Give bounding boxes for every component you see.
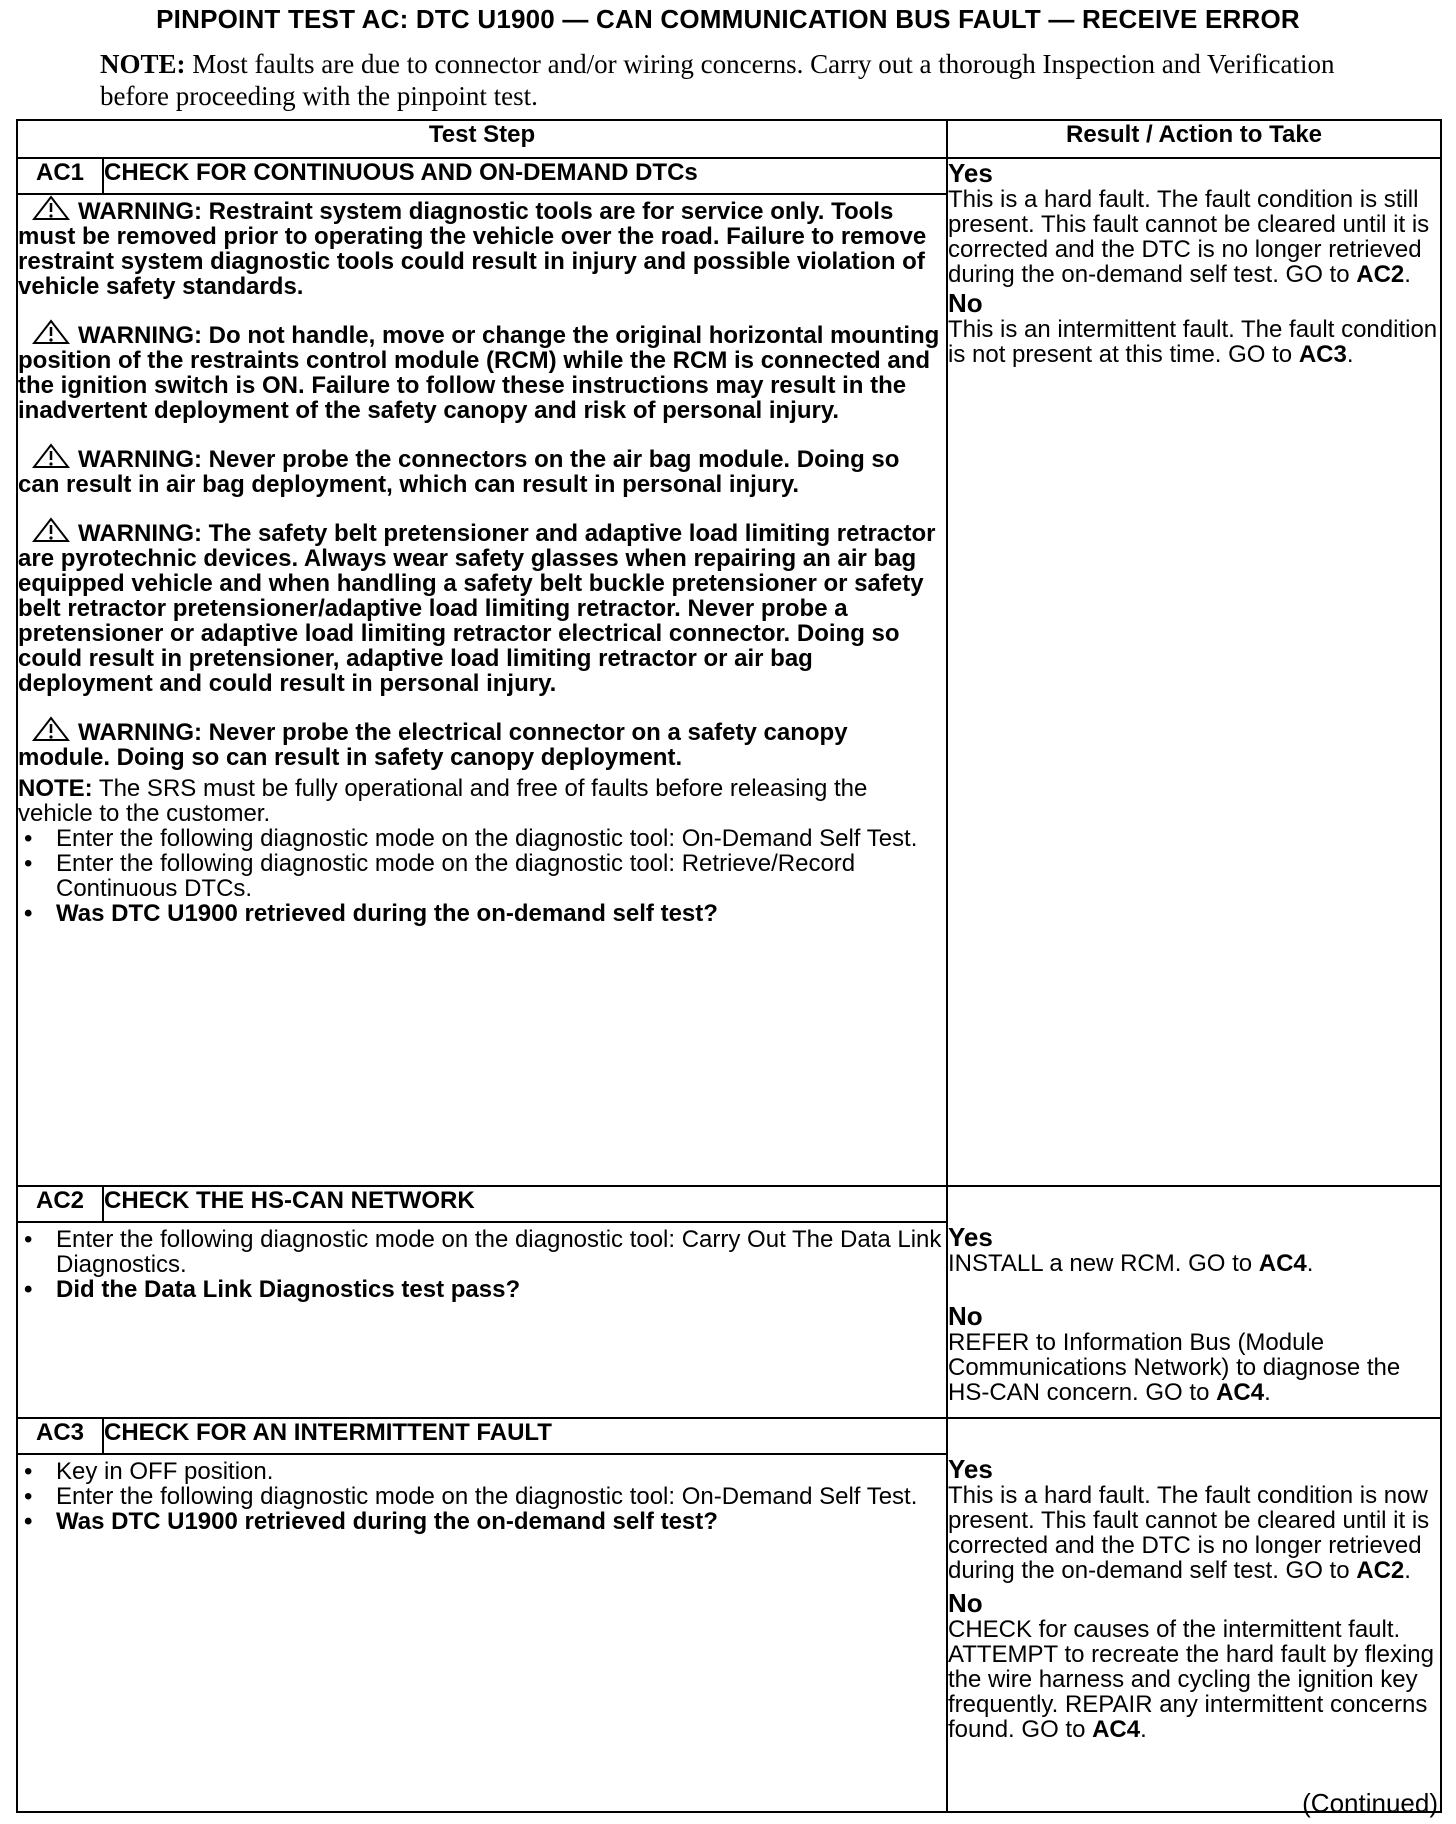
result-ac1-yes-label: Yes bbox=[948, 158, 993, 188]
step-bullet: • Enter the following diagnostic mode on the diagnostic tool: On-Demand Self Test. bbox=[24, 1483, 918, 1510]
step-row-ac2 bbox=[17, 1186, 1441, 1222]
goto-link[interactable]: AC2 bbox=[1356, 261, 1405, 288]
header-test-step: Test Step bbox=[17, 120, 947, 158]
step-title-ac2: CHECK THE HS-CAN NETWORK bbox=[103, 1186, 947, 1222]
result-ac2-no-text: REFER to Information Bus (Module Communications Network) to diagnose the HS-CAN concern. GO to AC4. bbox=[948, 1329, 1401, 1406]
goto-link[interactable]: AC4 bbox=[1216, 1379, 1265, 1406]
goto-link[interactable]: AC2 bbox=[1356, 1557, 1405, 1584]
step-title-ac1: CHECK FOR CONTINUOUS AND ON-DEMAND DTCs bbox=[103, 158, 947, 194]
result-ac1 bbox=[947, 158, 1441, 1186]
step-question: • Was DTC U1900 retrieved during the on-demand self test? bbox=[24, 1508, 718, 1535]
result-ac2-no-label: No bbox=[948, 1301, 983, 1331]
page-title: PINPOINT TEST AC: DTC U1900 — CAN COMMUNICATION BUS FAULT — RECEIVE ERROR bbox=[156, 4, 1300, 34]
goto-link[interactable]: AC4 bbox=[1092, 1716, 1141, 1743]
intro-note-text: Most faults are due to connector and/or wiring concerns. Carry out a thorough Inspection and Verification before proceeding with the pinpoint test. bbox=[100, 49, 1335, 111]
step-bullet: • Enter the following diagnostic mode on the diagnostic tool: On-Demand Self Test. bbox=[24, 825, 918, 852]
step-bullet: • Enter the following diagnostic mode on the diagnostic tool: Retrieve/Record Continuous DTCs. bbox=[24, 850, 856, 902]
step-row-ac3 bbox=[17, 1418, 1441, 1454]
srs-note: NOTE: The SRS must be fully operational and free of faults before releasing the vehicle to the customer. bbox=[18, 775, 868, 827]
step-content-ac2 bbox=[17, 1222, 947, 1418]
goto-link[interactable]: AC4 bbox=[1258, 1250, 1307, 1277]
warning-triangle-icon bbox=[32, 517, 70, 543]
pinpoint-test-table bbox=[16, 119, 1442, 1813]
step-id-ac1: AC1 bbox=[17, 158, 103, 194]
header-result: Result / Action to Take bbox=[947, 120, 1441, 158]
step-bullet: • Enter the following diagnostic mode on the diagnostic tool: Carry Out The Data Link Diagnostics. bbox=[24, 1226, 942, 1278]
step-id-ac3: AC3 bbox=[17, 1418, 103, 1454]
result-ac3-yes-text: This is a hard fault. The fault condition is now present. This fault cannot be cleared until it is corrected and the DTC is no longer retrieved during the on-demand self test. GO to AC2. bbox=[948, 1482, 1430, 1584]
step-bullet: • Key in OFF position. bbox=[24, 1458, 274, 1485]
result-ac3-no-label: No bbox=[948, 1588, 983, 1618]
warning-triangle-icon bbox=[32, 319, 70, 345]
table-header-row bbox=[17, 120, 1441, 158]
result-ac3 bbox=[947, 1418, 1441, 1812]
step-row-ac1 bbox=[17, 158, 1441, 194]
result-ac1-no-text: This is an intermittent fault. The fault condition is not present at this time. GO to AC3. bbox=[948, 316, 1438, 368]
result-ac2 bbox=[947, 1186, 1441, 1418]
warning-triangle-icon bbox=[32, 443, 70, 469]
goto-link[interactable]: AC3 bbox=[1298, 341, 1347, 368]
result-ac2-yes-label: Yes bbox=[948, 1222, 993, 1252]
result-ac3-no-text: CHECK for causes of the intermittent fault. ATTEMPT to recreate the hard fault by flexing the wire harness and cycling the ignition key frequently. REPAIR any intermittent concerns found. GO to AC4. bbox=[948, 1616, 1434, 1743]
step-title-ac3: CHECK FOR AN INTERMITTENT FAULT bbox=[103, 1418, 947, 1454]
warning-triangle-icon bbox=[32, 195, 70, 221]
result-ac1-no-label: No bbox=[948, 288, 983, 318]
intro-note-label: NOTE: bbox=[100, 49, 186, 79]
result-ac1-yes-text: This is a hard fault. The fault condition is still present. This fault cannot be cleared until it is corrected and the DTC is no longer retrieved during the on-demand self test. GO to AC2. bbox=[948, 186, 1430, 288]
step-question: • Did the Data Link Diagnostics test pass? bbox=[24, 1276, 521, 1303]
warning-triangle-icon bbox=[32, 716, 70, 742]
warning: WARNING: Never probe the electrical connector on a safety canopy module. Doing so can result in safety canopy deployment. bbox=[18, 716, 946, 770]
warning: WARNING: The safety belt pretensioner and adaptive load limiting retractor are pyrotechnic devices. Always wear safety glasses when repairing an air bag equipped vehicle and when handling a safety belt buckle pretensioner or safety belt retractor pretensioner/adaptive load limiting retractor. Never probe a pretensioner or adaptive load limiting retractor electrical connector. Doing so could result in pretensioner, adaptive load limiting retractor or air bag deployment and could result in personal injury. bbox=[18, 517, 946, 696]
step-content-ac3 bbox=[17, 1454, 947, 1812]
warning: WARNING: Never probe the connectors on the air bag module. Doing so can result in air bag deployment, which can result in personal injury. bbox=[18, 443, 946, 497]
result-ac3-yes-label: Yes bbox=[948, 1454, 993, 1484]
step-id-ac2: AC2 bbox=[17, 1186, 103, 1222]
warning: WARNING: Do not handle, move or change the original horizontal mounting position of the restraints control module (RCM) while the RCM is connected and the ignition switch is ON. Failure to follow these instructions may result in the inadvertent deployment of the safety canopy and risk of personal injury. bbox=[18, 319, 946, 423]
warning: WARNING: Restraint system diagnostic tools are for service only. Tools must be removed prior to operating the vehicle over the road. Failure to remove restraint system diagnostic tools could result in injury and possible violation of vehicle safety standards. bbox=[18, 195, 946, 299]
step-content-ac1 bbox=[17, 194, 947, 1186]
result-ac2-yes-text: INSTALL a new RCM. GO to AC4. bbox=[948, 1250, 1314, 1277]
continued-label: (Continued) bbox=[1302, 1788, 1438, 1818]
intro-note bbox=[100, 48, 1350, 112]
step-question: • Was DTC U1900 retrieved during the on-demand self test? bbox=[24, 900, 718, 927]
